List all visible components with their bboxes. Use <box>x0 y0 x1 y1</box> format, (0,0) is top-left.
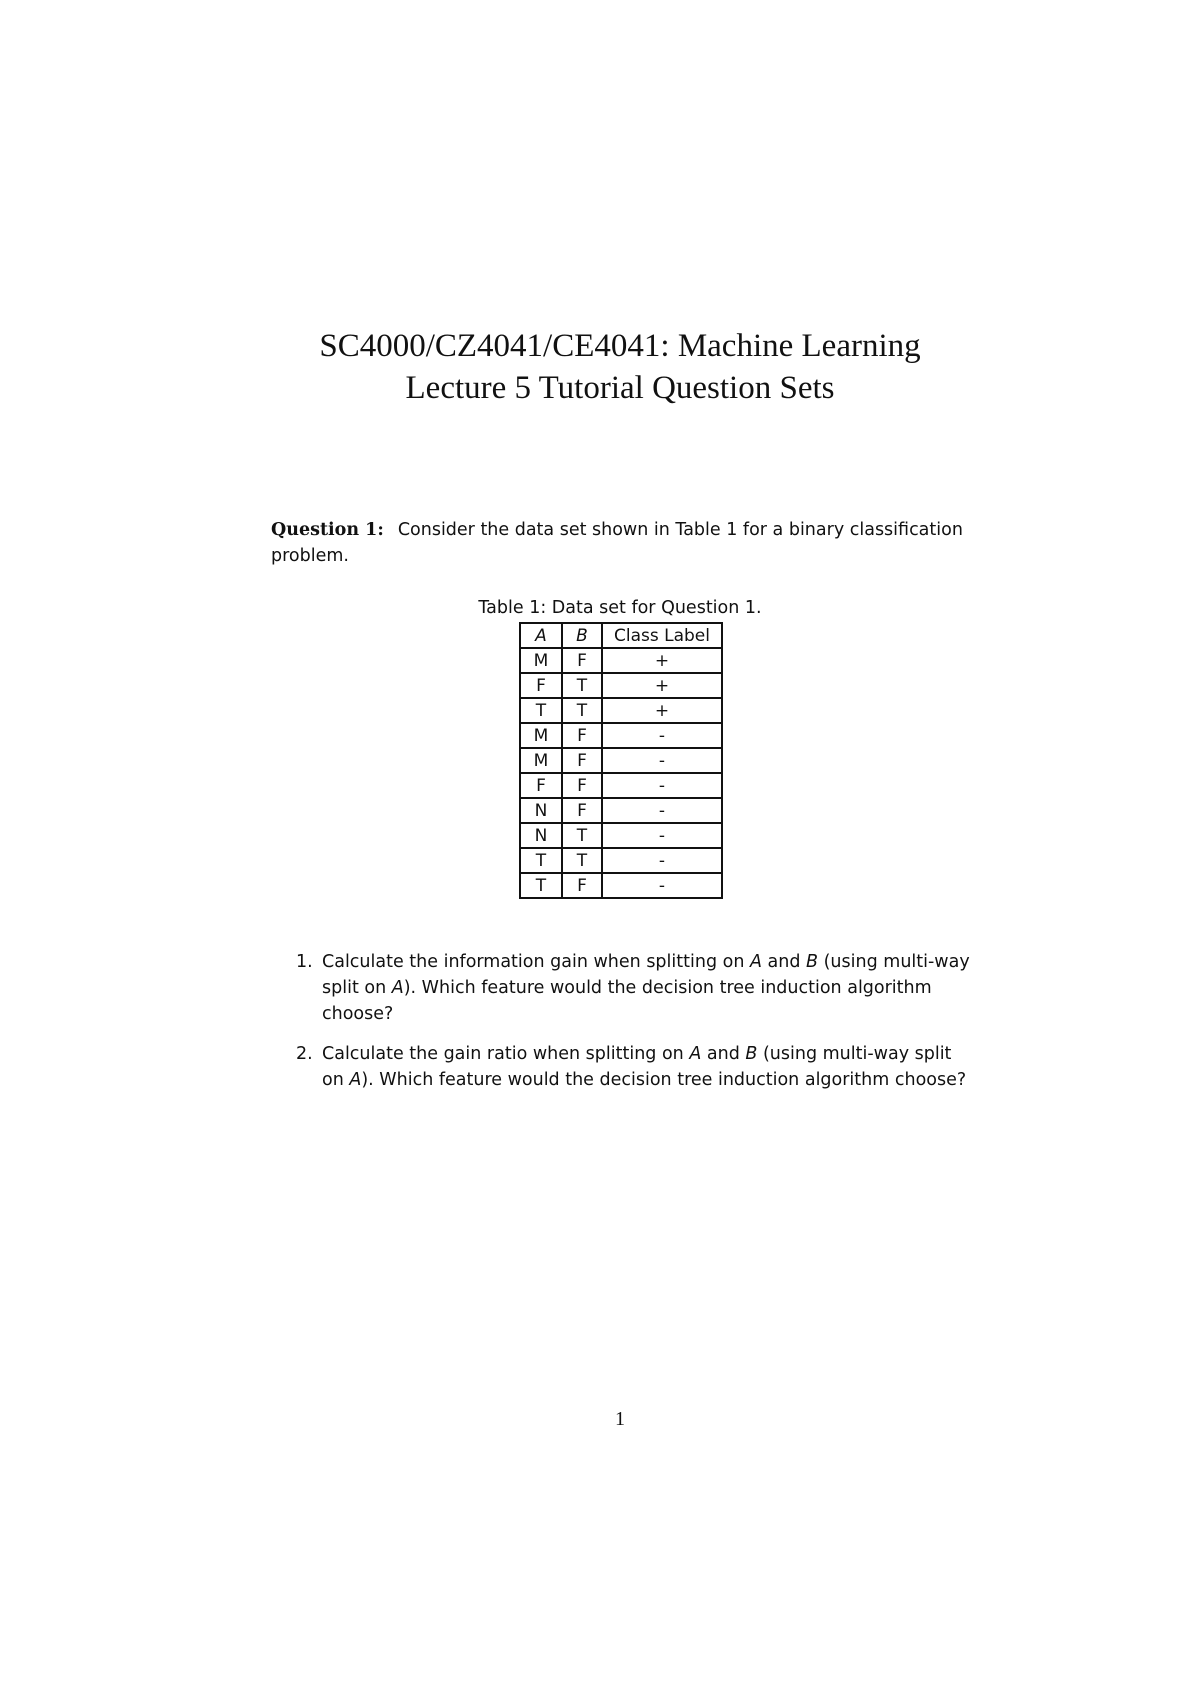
question-1 <box>271 517 971 569</box>
table-cell: F <box>562 723 602 748</box>
table-row <box>520 848 722 873</box>
table-cell: T <box>562 848 602 873</box>
document-subtitle: Lecture 5 Tutorial Question Sets <box>405 370 835 406</box>
table-row <box>520 698 722 723</box>
variable: A <box>749 952 762 972</box>
question-label: Question 1: <box>271 520 384 540</box>
table-header-cell: A <box>520 623 562 648</box>
list-item-text: ). Which feature would the decision tree induction algorithm choose? <box>322 978 932 1024</box>
variable: A <box>349 1070 362 1090</box>
list-item-number: 1. <box>296 952 313 972</box>
table-cell: - <box>602 873 722 898</box>
list-item-text: and <box>701 1044 746 1064</box>
table-cell: + <box>602 698 722 723</box>
list-item-text: Calculate the information gain when splitting on <box>322 952 750 972</box>
table-cell: + <box>602 648 722 673</box>
list-item <box>296 1041 976 1093</box>
table-cell: F <box>562 648 602 673</box>
table-cell: - <box>602 848 722 873</box>
table-cell: M <box>520 748 562 773</box>
table-cell: + <box>602 673 722 698</box>
table-caption: Table 1: Data set for Question 1. <box>478 598 762 618</box>
table-row <box>520 823 722 848</box>
table-cell: F <box>562 873 602 898</box>
table-row <box>520 873 722 898</box>
variable: B <box>745 1044 758 1064</box>
list-item <box>296 949 976 1027</box>
table-cell: T <box>562 673 602 698</box>
table-row <box>520 773 722 798</box>
table-header-cell: B <box>562 623 602 648</box>
table-cell: F <box>562 748 602 773</box>
table-row <box>520 648 722 673</box>
table-cell: F <box>562 798 602 823</box>
table-row <box>520 798 722 823</box>
list-item-text: and <box>761 952 807 972</box>
table-cell: T <box>520 698 562 723</box>
table-cell: N <box>520 798 562 823</box>
data-table <box>519 622 723 899</box>
list-item-text: (using multi-way split on <box>322 1044 952 1090</box>
table-cell: F <box>520 773 562 798</box>
variable: A <box>391 978 404 998</box>
table-header-row <box>520 623 722 648</box>
table-row <box>520 723 722 748</box>
table-cell: N <box>520 823 562 848</box>
list-item-text: Calculate the gain ratio when splitting on <box>322 1044 690 1064</box>
table-row <box>520 748 722 773</box>
page-number: 1 <box>615 1408 625 1430</box>
table-cell: M <box>520 648 562 673</box>
list-item-number: 2. <box>296 1044 313 1064</box>
table-cell: F <box>520 673 562 698</box>
table-cell: T <box>562 823 602 848</box>
document-title: SC4000/CZ4041/CE4041: Machine Learning <box>319 328 921 364</box>
table-cell: T <box>520 873 562 898</box>
table-cell: T <box>520 848 562 873</box>
table-cell: - <box>602 723 722 748</box>
list-item-text: (using multi-way split on <box>322 952 970 998</box>
table-header-cell: Class Label <box>602 623 722 648</box>
table-cell: - <box>602 798 722 823</box>
table-cell: - <box>602 823 722 848</box>
table-row <box>520 673 722 698</box>
table-cell: F <box>562 773 602 798</box>
table-cell: M <box>520 723 562 748</box>
variable: A <box>689 1044 702 1064</box>
task-list <box>296 949 976 1107</box>
variable: B <box>806 952 819 972</box>
table-cell: T <box>562 698 602 723</box>
table-cell: - <box>602 773 722 798</box>
question-text: Consider the data set shown in Table 1 for a binary classification problem. <box>271 520 963 566</box>
list-item-text: ). Which feature would the decision tree induction algorithm choose? <box>361 1070 967 1090</box>
table-cell: - <box>602 748 722 773</box>
